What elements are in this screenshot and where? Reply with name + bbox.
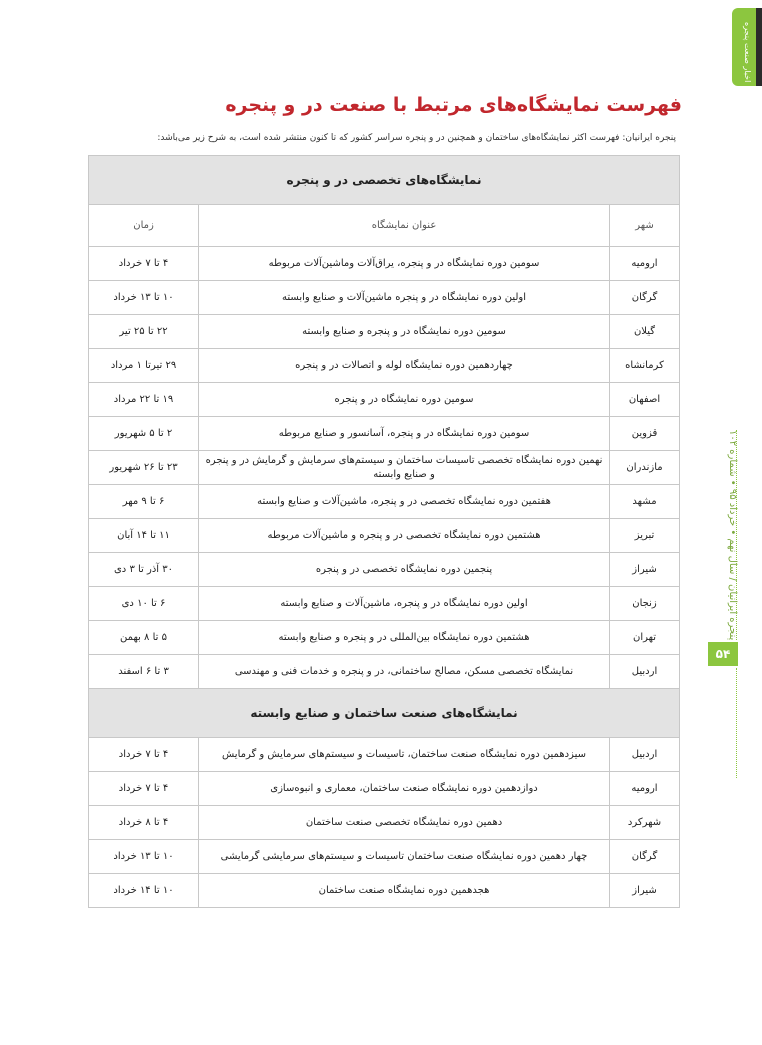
intro-text: پنجره ایرانیان: فهرست اکثر نمایشگاه‌های ساختمان و همچنین در و پنجره سراسر کشور که تا کنون منتشر شده است، به شرح زیر می‌باشد: <box>157 133 676 143</box>
cell-time: ۶ تا ۱۰ دی <box>89 587 199 621</box>
cell-name: اولین دوره نمایشگاه در و پنجره ماشین‌آلات و صنایع وابسته <box>199 281 610 315</box>
cell-city: شیراز <box>610 874 680 908</box>
cell-name: هفتمین دوره نمایشگاه تخصصی در و پنجره، ماشین‌آلات و صنایع وابسته <box>199 485 610 519</box>
cell-name: چهار دهمین دوره نمایشگاه صنعت ساختمان تاسیسات و سیستم‌های سرمایشی گرمایشی <box>199 840 610 874</box>
cell-time: ۳ تا ۶ اسفند <box>89 655 199 689</box>
cell-time: ۴ تا ۷ خرداد <box>89 772 199 806</box>
column-header-city: شهر <box>610 205 680 247</box>
table-row <box>89 840 680 874</box>
table-row <box>89 417 680 451</box>
cell-time: ۶ تا ۹ مهر <box>89 485 199 519</box>
table-row <box>89 874 680 908</box>
cell-time: ۱۹ تا ۲۲ مرداد <box>89 383 199 417</box>
cell-time: ۴ تا ۷ خرداد <box>89 738 199 772</box>
table-row <box>89 738 680 772</box>
cell-city: اردبیل <box>610 655 680 689</box>
table-row <box>89 519 680 553</box>
cell-name: هشتمین دوره نمایشگاه تخصصی در و پنجره و ماشین‌آلات مربوطه <box>199 519 610 553</box>
side-divider <box>736 668 738 778</box>
cell-time: ۳۰ آذر تا ۳ دی <box>89 553 199 587</box>
column-header-row <box>89 205 680 247</box>
cell-time: ۲۳ تا ۲۶ شهریور <box>89 451 199 485</box>
cell-name: سومین دوره نمایشگاه در و پنجره و صنایع وابسته <box>199 315 610 349</box>
table-row <box>89 587 680 621</box>
cell-city: گیلان <box>610 315 680 349</box>
cell-city: مازندران <box>610 451 680 485</box>
cell-city: شهرکرد <box>610 806 680 840</box>
table-row <box>89 247 680 281</box>
cell-city: مشهد <box>610 485 680 519</box>
section-tab-label: اخبار صنعت پنجره <box>743 22 752 83</box>
cell-name: سومین دوره نمایشگاه در و پنجره <box>199 383 610 417</box>
cell-time: ۲ تا ۵ شهریور <box>89 417 199 451</box>
section-tab <box>732 8 762 86</box>
cell-time: ۱۰ تا ۱۳ خرداد <box>89 840 199 874</box>
page-title: فهرست نمایشگاه‌های مرتبط با صنعت در و پنجره <box>225 94 682 116</box>
cell-city: گرگان <box>610 281 680 315</box>
column-header-time: زمان <box>89 205 199 247</box>
cell-name: نمایشگاه تخصصی مسکن، مصالح ساختمانی، در و پنجره و خدمات فنی و مهندسی <box>199 655 610 689</box>
table-row <box>89 655 680 689</box>
table-row <box>89 485 680 519</box>
cell-time: ۱۱ تا ۱۴ آبان <box>89 519 199 553</box>
table-row <box>89 621 680 655</box>
cell-city: شیراز <box>610 553 680 587</box>
cell-name: اولین دوره نمایشگاه در و پنجره، ماشین‌آلات و صنایع وابسته <box>199 587 610 621</box>
column-header-name: عنوان نمایشگاه <box>199 205 610 247</box>
cell-time: ۲۹ تیرتا ۱ مرداد <box>89 349 199 383</box>
cell-time: ۱۰ تا ۱۴ خرداد <box>89 874 199 908</box>
cell-city: زنجان <box>610 587 680 621</box>
cell-city: ارومیه <box>610 772 680 806</box>
section-header-row <box>89 156 680 205</box>
cell-name: چهاردهمین دوره نمایشگاه لوله و اتصالات در و پنجره <box>199 349 610 383</box>
table-row <box>89 281 680 315</box>
table-row <box>89 772 680 806</box>
cell-time: ۵ تا ۸ بهمن <box>89 621 199 655</box>
table-row <box>89 383 680 417</box>
exhibitions-table <box>88 155 680 908</box>
cell-name: هجدهمین دوره نمایشگاه صنعت ساختمان <box>199 874 610 908</box>
table-row <box>89 315 680 349</box>
section-title: نمایشگاه‌های صنعت ساختمان و صنایع وابسته <box>89 689 680 738</box>
table-row <box>89 806 680 840</box>
cell-name: دهمین دوره نمایشگاه تخصصی صنعت ساختمان <box>199 806 610 840</box>
cell-name: سیزدهمین دوره نمایشگاه صنعت ساختمان، تاسیسات و سیستم‌های سرمایش و گرمایش <box>199 738 610 772</box>
cell-city: تبریز <box>610 519 680 553</box>
section-header-row <box>89 689 680 738</box>
cell-time: ۴ تا ۷ خرداد <box>89 247 199 281</box>
cell-name: سومین دوره نمایشگاه در و پنجره، یراق‌آلات وماشین‌آلات مربوطه <box>199 247 610 281</box>
cell-city: قزوین <box>610 417 680 451</box>
cell-city: تهران <box>610 621 680 655</box>
page-number: ۵۴ <box>708 642 738 666</box>
cell-name: دوازدهمین دوره نمایشگاه صنعت ساختمان، معماری و انبوه‌سازی <box>199 772 610 806</box>
cell-time: ۲۲ تا ۲۵ تیر <box>89 315 199 349</box>
table-row <box>89 553 680 587</box>
cell-time: ۱۰ تا ۱۳ خرداد <box>89 281 199 315</box>
cell-name: پنجمین دوره نمایشگاه تخصصی در و پنجره <box>199 553 610 587</box>
table-row <box>89 451 680 485</box>
cell-city: اردبیل <box>610 738 680 772</box>
cell-name: هشتمین دوره نمایشگاه بین‌المللی در و پنجره و صنایع وابسته <box>199 621 610 655</box>
cell-city: کرمانشاه <box>610 349 680 383</box>
cell-city: گرگان <box>610 840 680 874</box>
issue-info: پنجره ایرانیان / سال نهم • خرداد ۹۵ • شماره ۱۰۲ <box>727 430 738 641</box>
section-title: نمایشگاه‌های تخصصی در و پنجره <box>89 156 680 205</box>
cell-city: اصفهان <box>610 383 680 417</box>
cell-name: نهمین دوره نمایشگاه تخصصی تاسیسات ساختمان و سیستم‌های سرمایش و گرمایش در و پنجره و صنایع وابسته <box>199 451 610 485</box>
table-row <box>89 349 680 383</box>
cell-name: سومین دوره نمایشگاه در و پنجره، آسانسور و صنایع مربوطه <box>199 417 610 451</box>
cell-city: ارومیه <box>610 247 680 281</box>
cell-time: ۴ تا ۸ خرداد <box>89 806 199 840</box>
